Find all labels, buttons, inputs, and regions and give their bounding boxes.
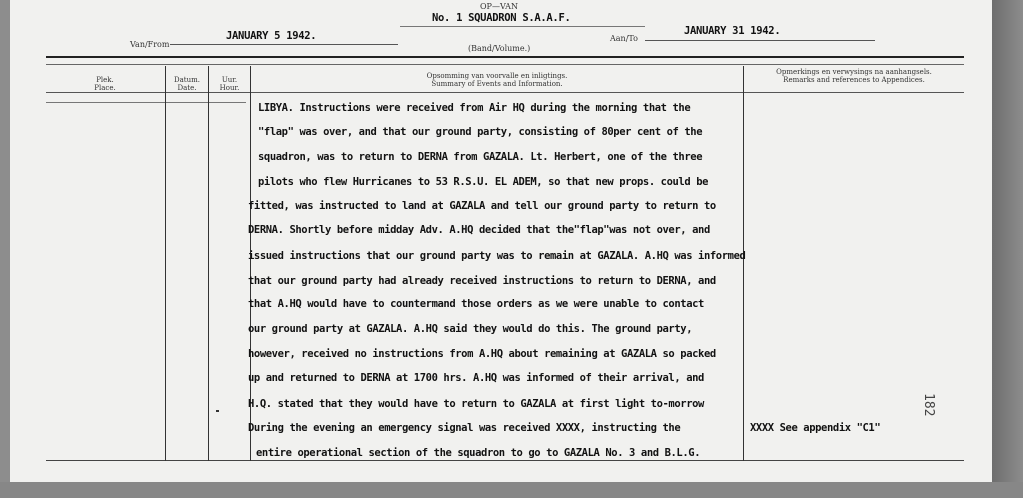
col-header-summary-af: Opsomming van voorvalle en inligtings. bbox=[426, 72, 568, 80]
summary-line: however, received no instructions from A.HQ about remaining at GAZALA so packed bbox=[248, 348, 716, 360]
squadron-name: No. 1 SQUADRON S.A.A.F. bbox=[432, 12, 571, 24]
page-bottom-edge bbox=[0, 482, 1023, 498]
van-from-date: JANUARY 5 1942. bbox=[226, 30, 317, 42]
table-top-rule bbox=[46, 56, 964, 58]
van-from-rule bbox=[170, 44, 398, 45]
header-sub-rule bbox=[46, 102, 246, 103]
col-header-date-af: Datum. bbox=[174, 76, 200, 84]
summary-line: LIBYA. Instructions were received from Air HQ during the morning that the bbox=[258, 102, 691, 114]
col-header-hour-en: Hour. bbox=[219, 84, 240, 92]
band-volume-label: (Band/Volume.) bbox=[468, 44, 531, 53]
col-header-place-en: Place. bbox=[94, 84, 116, 92]
col-header-date bbox=[166, 76, 208, 92]
summary-line: squadron, was to return to DERNA from GAZALA. Lt. Herbert, one of the three bbox=[258, 151, 703, 163]
col-divider-hour bbox=[208, 66, 209, 461]
col-header-place-af: Plek. bbox=[96, 76, 114, 84]
ink-mark bbox=[216, 410, 219, 412]
aan-to-label: Aan/To bbox=[610, 34, 638, 43]
volume-rule bbox=[400, 26, 645, 27]
col-header-place bbox=[70, 76, 140, 92]
col-header-hour-af: Uur. bbox=[221, 76, 238, 84]
col-header-summary bbox=[252, 72, 742, 88]
summary-line: issued instructions that our ground party was to remain at GAZALA. A.HQ was informed bbox=[248, 250, 746, 262]
col-header-remarks bbox=[746, 68, 962, 84]
aan-to-rule bbox=[645, 40, 875, 41]
summary-line: entire operational section of the squadron to go to GAZALA No. 3 and B.L.G. bbox=[256, 447, 701, 459]
summary-line: DERNA. Shortly before midday Adv. A.HQ decided that the"flap"was not over, and bbox=[248, 224, 710, 236]
summary-line: that A.HQ would have to countermand those orders as we were unable to contact bbox=[248, 298, 704, 310]
summary-line: pilots who flew Hurricanes to 53 R.S.U. EL ADEM, so that new props. could be bbox=[258, 176, 709, 188]
col-divider-remarks bbox=[743, 66, 744, 461]
table-top-rule-2 bbox=[46, 64, 964, 65]
col-divider-date bbox=[165, 66, 166, 461]
summary-line: that our ground party had already received instructions to return to DERNA, and bbox=[248, 275, 716, 287]
col-header-hour bbox=[209, 76, 250, 92]
col-header-date-en: Date. bbox=[177, 84, 197, 92]
table-bottom-rule bbox=[46, 460, 964, 461]
col-header-summary-en: Summary of Events and Information. bbox=[431, 80, 563, 88]
remarks-note: XXXX See appendix "C1" bbox=[750, 422, 881, 434]
col-header-remarks-en: Remarks and references to Appendices. bbox=[783, 76, 925, 84]
col-header-remarks-af: Opmerkings en verwysings na aanhangsels. bbox=[776, 68, 932, 76]
summary-line: fitted, was instructed to land at GAZALA and tell our ground party to return to bbox=[248, 200, 716, 212]
summary-line: our ground party at GAZALA. A.HQ said they would do this. The ground party, bbox=[248, 323, 693, 335]
header-bottom-rule bbox=[46, 92, 964, 93]
page-number: 182 bbox=[921, 393, 936, 417]
summary-line: During the evening an emergency signal was received XXXX, instructing the bbox=[248, 422, 681, 434]
summary-line: up and returned to DERNA at 1700 hrs. A.HQ was informed of their arrival, and bbox=[248, 372, 704, 384]
van-from-label: Van/From bbox=[130, 40, 170, 49]
aan-to-date: JANUARY 31 1942. bbox=[684, 25, 781, 37]
page-edge bbox=[992, 0, 1023, 498]
form-title: OP—VAN bbox=[480, 2, 518, 11]
summary-line: H.Q. stated that they would have to return to GAZALA at first light to-morrow bbox=[248, 398, 704, 410]
summary-line: "flap" was over, and that our ground party, consisting of 80per cent of the bbox=[258, 126, 703, 138]
